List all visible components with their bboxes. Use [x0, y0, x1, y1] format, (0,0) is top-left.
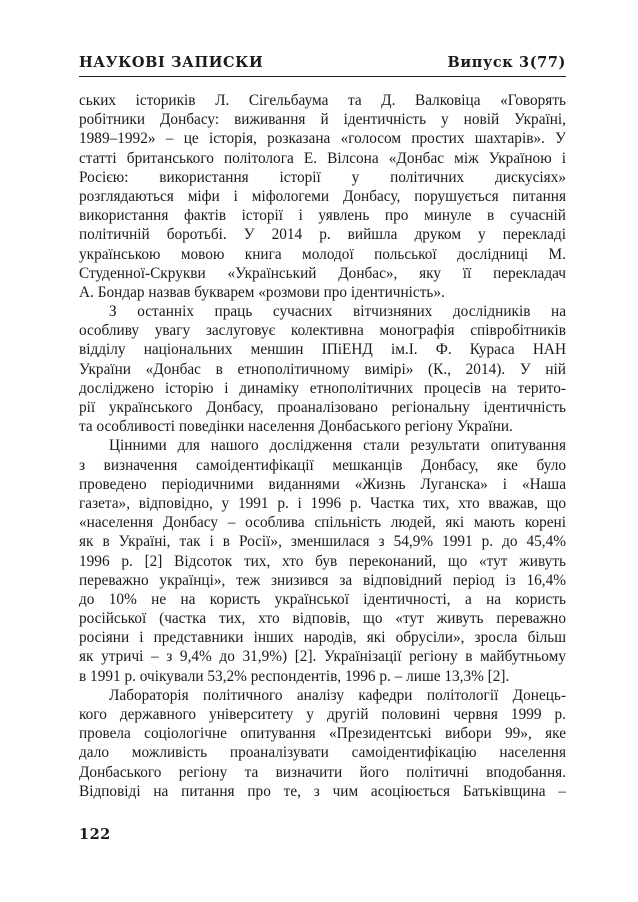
- text-line: дало можливість проаналізувати самоідентифікацію населення: [79, 744, 566, 762]
- text-line: «населення Донбасу – особлива спільність людей, які мають корені: [79, 514, 566, 532]
- text-line: в 1991 р. очікували 53,2% респондентів, 1996 р. – лише 13,3% [2].: [79, 667, 510, 685]
- text-line: українською мовою книга молодої польської дослідниці М.: [79, 245, 566, 263]
- text-line: 1996 р. [2] Відсоток тих, хто був переконаний, що «тут живуть: [79, 552, 566, 570]
- text-line: робітники Донбасу: виживання й ідентичність у новій Україні,: [79, 111, 566, 129]
- text-line: провела соціологічне опитування «Президентські вибори 99», яке: [79, 725, 566, 743]
- text-line: А. Бондар назвав букварем «розмови про ідентичність».: [79, 283, 445, 301]
- text-line: переважно українці», теж знизився за відповідний період із 16,4%: [79, 571, 566, 589]
- text-line: розглядаються міфи і міфологеми Донбасу, порушується питання: [79, 187, 566, 205]
- body-text: [79, 91, 566, 801]
- text-line: до 10% не на користь української ідентичності, а на користь: [79, 590, 566, 608]
- text-line: досліджено історію і динаміку етнополітичних процесів на терито-: [79, 379, 566, 397]
- text-line: росіяни і представники інших народів, які обрусіли», зросла більш: [79, 629, 566, 647]
- text-line: політичній боротьбі. У 2014 р. вийшла друком у перекладі: [79, 226, 566, 244]
- text-line: Росією: використання історії у політичних дискусіях»: [79, 168, 566, 186]
- text-line: російської (частка тих, хто відповів, що «тут живуть переважно: [79, 610, 566, 628]
- text-line: та особливості поведінки населення Донбаського регіону України.: [79, 418, 513, 436]
- text-line: з визначення самоідентифікації мешканців Донбасу, яке було: [79, 456, 566, 474]
- text-line: ських істориків Л. Сігельбаума та Д. Валковіца «Говорять: [79, 92, 566, 109]
- text-line: відділу національних меншин ІПіЕНД ім.І. Ф. Кураса НАН: [79, 341, 566, 359]
- text-line: як в Україні, так і в Росії», зменшилася з 54,9% 1991 р. до 45,4%: [79, 533, 566, 551]
- text-line: статті британського політолога Е. Вілсона «Донбас між Україною і: [79, 149, 566, 167]
- running-header: [79, 50, 566, 77]
- journal-title: НАУКОВІ ЗАПИСКИ: [79, 54, 264, 71]
- text-line: використання фактів історії і уявлень про минуле в сучасній: [79, 207, 566, 225]
- paragraph-start-line: Лабораторія політичного аналізу кафедри політології Донець-: [109, 686, 566, 704]
- text-line: рії українського Донбасу, проаналізовано регіональну ідентичність: [79, 399, 566, 416]
- text-line: кого державного університету у другій половині червня 1999 р.: [79, 706, 566, 723]
- text-line: України «Донбас в етнополітичному вимірі» (К., 2014). У ній: [79, 360, 566, 378]
- text-line: газета», відповідно, у 1991 р. і 1996 р. Частка тих, хто вважав, що: [79, 494, 566, 512]
- paragraph-start-line: З останніх праць сучасних вітчизняних дослідників на: [109, 303, 566, 321]
- text-line: як утричі – з 9,4% до 31,9%) [2]. Українізації регіону в майбутньому: [79, 648, 566, 666]
- paragraph-start-line: Цінними для нашого дослідження стали результати опитування: [109, 437, 566, 455]
- text-line: Донбаського регіону та визначити його політичні вподобання.: [79, 763, 566, 781]
- page-number: 122: [79, 826, 111, 843]
- text-line: Відповіді на питання про те, з чим асоціюється Батьківщина –: [79, 782, 566, 800]
- text-line: особливу увагу заслуговує колективна монографія співробітників: [79, 322, 566, 340]
- text-line: Студенної-Скрукви «Український Донбас», яку її перекладач: [79, 264, 566, 282]
- issue-number: Випуск 3(77): [447, 54, 566, 71]
- text-line: проведено періодичними виданнями «Жизнь Луганска» і «Наша: [79, 475, 566, 493]
- text-line: 1989–1992» – це історія, розказана «голосом простих шахтарів». У: [79, 130, 566, 148]
